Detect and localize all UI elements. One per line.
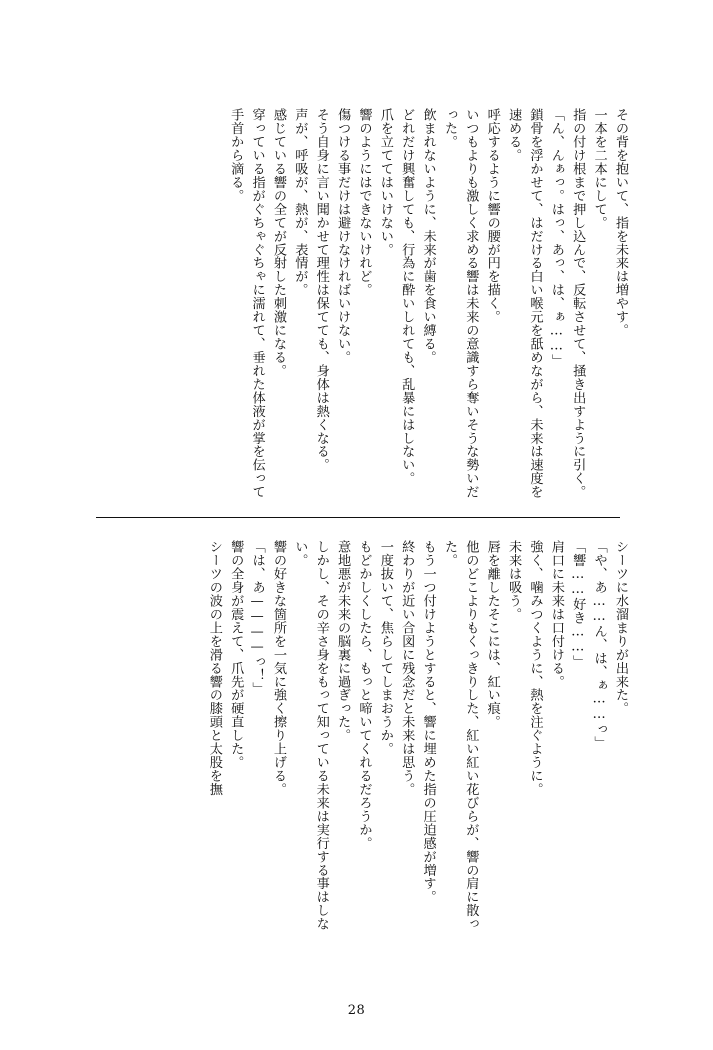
text-line: いつもよりも激しく求める響は未来の意識すら奪いそうな勢いだった。 bbox=[442, 108, 479, 499]
text-line: シーツの波の上を滑る響の膝頭と太股を撫 bbox=[206, 540, 222, 796]
text-line: 肩口に未来は口付ける。 bbox=[548, 540, 564, 689]
text-line: 「は、あ————っ！」 bbox=[249, 540, 265, 696]
text-line: 指の付け根まで押し込んで、反転させて、掻き出すように引く。 bbox=[570, 108, 586, 499]
text-line: 爪を立ててはいけない。 bbox=[377, 108, 393, 257]
text-line: 未来は吸う。 bbox=[506, 540, 522, 621]
text-line: 穿っている指がぐちゃぐちゃに濡れて、垂れた体液が掌を伝って手首から滴る。 bbox=[228, 108, 265, 499]
text-line: 唇を離したそこには、紅い痕。 bbox=[484, 540, 500, 729]
text-line: 一度抜いて、焦らしてしまおうか。 bbox=[377, 540, 393, 756]
section-divider bbox=[96, 517, 620, 518]
text-block-lower bbox=[83, 540, 631, 940]
text-line: 意地悪が未来の脳裏に過ぎった。 bbox=[335, 540, 351, 742]
text-line: 響の好きな箇所を一気に強く擦り上げる。 bbox=[271, 540, 286, 796]
text-line: もう一つ付けようとすると、響に埋めた指の圧迫感が増す。 bbox=[420, 540, 436, 904]
text-line: 感じている響の全てが反射した刺激になる。 bbox=[271, 108, 286, 378]
text-line: 響の全身が震えて、爪先が硬直した。 bbox=[228, 540, 244, 769]
text-line: シーツに水溜まりが出来た。 bbox=[613, 540, 628, 716]
text-line: 他のどこよりもくっきりした、紅い紅い花びらが、響の肩に散った。 bbox=[442, 540, 479, 931]
text-line: 強く、噛みつくように、熱を注ぐように。 bbox=[527, 540, 543, 796]
text-line: 傷つける事だけは避けなければいけない。 bbox=[335, 108, 351, 364]
text-line: 飲まれないように、未来が歯を食い縛る。 bbox=[420, 108, 436, 364]
text-line: どれだけ興奮しても、行為に酔いしれても、乱暴にはしない。 bbox=[399, 108, 415, 485]
text-line: 一本を二本にして。 bbox=[591, 108, 607, 230]
text-line: 「響……好き……」 bbox=[570, 540, 586, 669]
page-number: 28 bbox=[347, 1003, 366, 1018]
text-line: もどかしくしたら、もっと啼いてくれるだろうか。 bbox=[356, 540, 372, 850]
text-line: その背を抱いて、指を未来は増やす。 bbox=[613, 108, 628, 337]
text-line: 呼応するように響の腰が円を描く。 bbox=[484, 108, 500, 324]
text-block-upper bbox=[83, 108, 631, 508]
text-line: 鎖骨を浮かせて、はだける白い喉元を舐めながら、未来は速度を速める。 bbox=[506, 108, 543, 499]
text-line: 「や、あ……ん、は、ぁ……っ」 bbox=[591, 540, 607, 750]
text-line: 声が、呼吸が、熱が、表情が。 bbox=[292, 108, 308, 297]
text-line: 終わりが近い合図に残念だと未来は思う。 bbox=[399, 540, 415, 796]
text-line: 「ん、んぁっ。はっ、あっ、は、ぁ……」 bbox=[548, 108, 564, 368]
text-line: しかし、その辛さ身をもって知っている未来は実行する事はしない。 bbox=[292, 540, 329, 931]
text-line: 響のようにはできないけれど。 bbox=[356, 108, 372, 297]
text-line: そう自身に言い聞かせて理性は保てても、身体は熱くなる。 bbox=[313, 108, 329, 472]
